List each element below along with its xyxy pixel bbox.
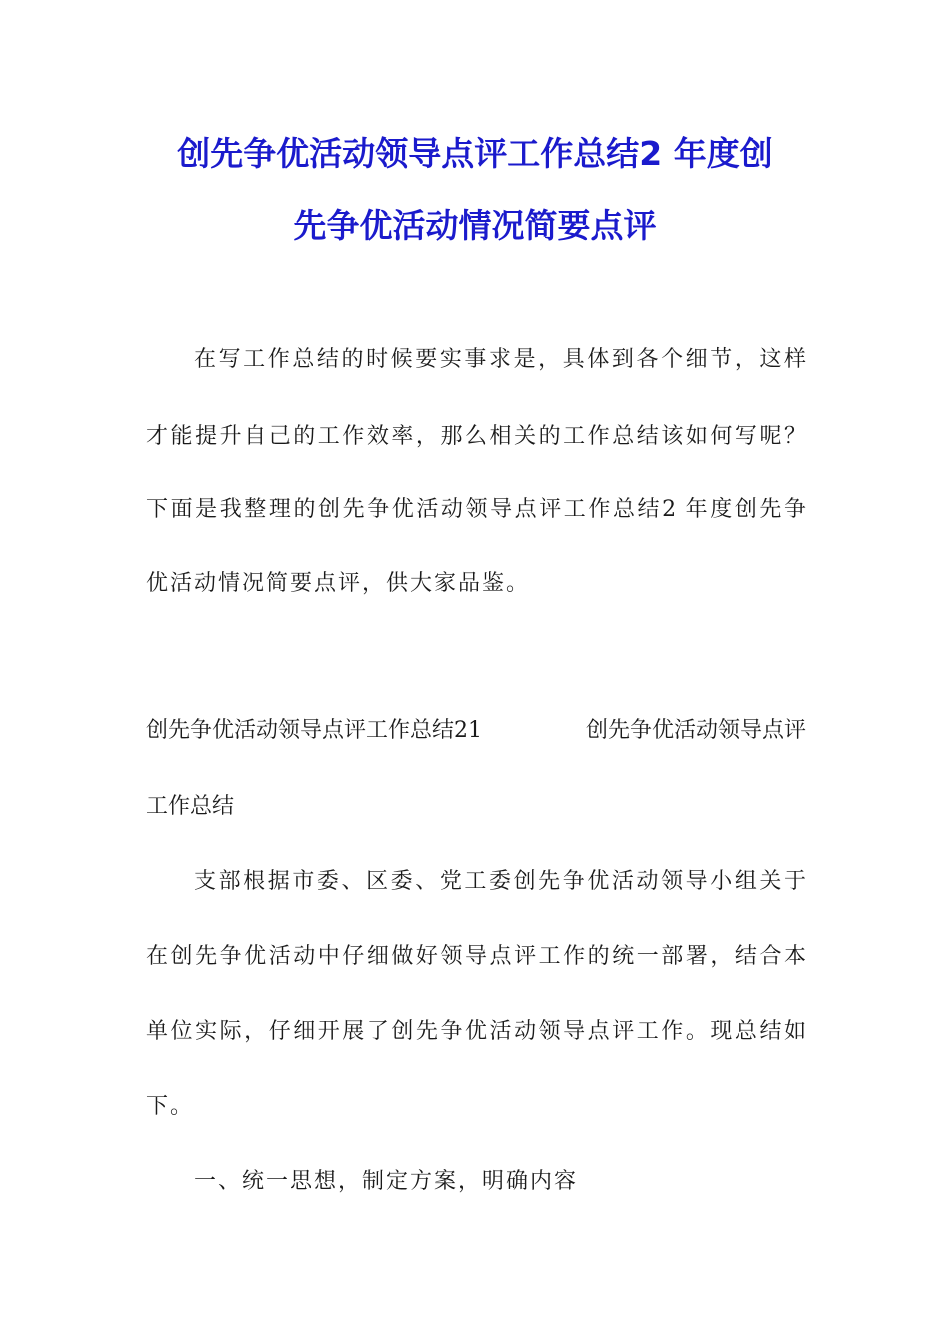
section-heading-left: 创先争优活动领导点评工作总结21 [146,718,482,743]
section-heading [146,716,806,746]
intro-paragraph-line: 在写工作总结的时候要实事求是，具体到各个细节，这样 [194,347,806,372]
body-paragraph-line: 下。 [146,1094,195,1119]
body-paragraph-line: 在创先争优活动中仔细做好领导点评工作的统一部署，结合本 [146,944,806,969]
document-title-line-2: 先争优活动情况简要点评 [293,206,657,245]
subheading: 一、统一思想，制定方案，明确内容 [194,1169,579,1194]
body-paragraph-line: 支部根据市委、区委、党工委创先争优活动领导小组关于 [194,869,806,894]
intro-paragraph-line: 才能提升自己的工作效率，那么相关的工作总结该如何写呢？ [146,424,806,449]
section-heading-right: 创先争优活动领导点评 [585,718,806,743]
body-paragraph-line: 单位实际，仔细开展了创先争优活动领导点评工作。现总结如 [146,1019,806,1044]
intro-paragraph-line: 下面是我整理的创先争优活动领导点评工作总结2 年度创先争 [146,497,806,522]
document-title-line-1: 创先争优活动领导点评工作总结2 年度创 [177,134,773,173]
intro-paragraph-line: 优活动情况简要点评，供大家品鉴。 [146,571,531,596]
section-heading-continuation: 工作总结 [146,794,235,819]
